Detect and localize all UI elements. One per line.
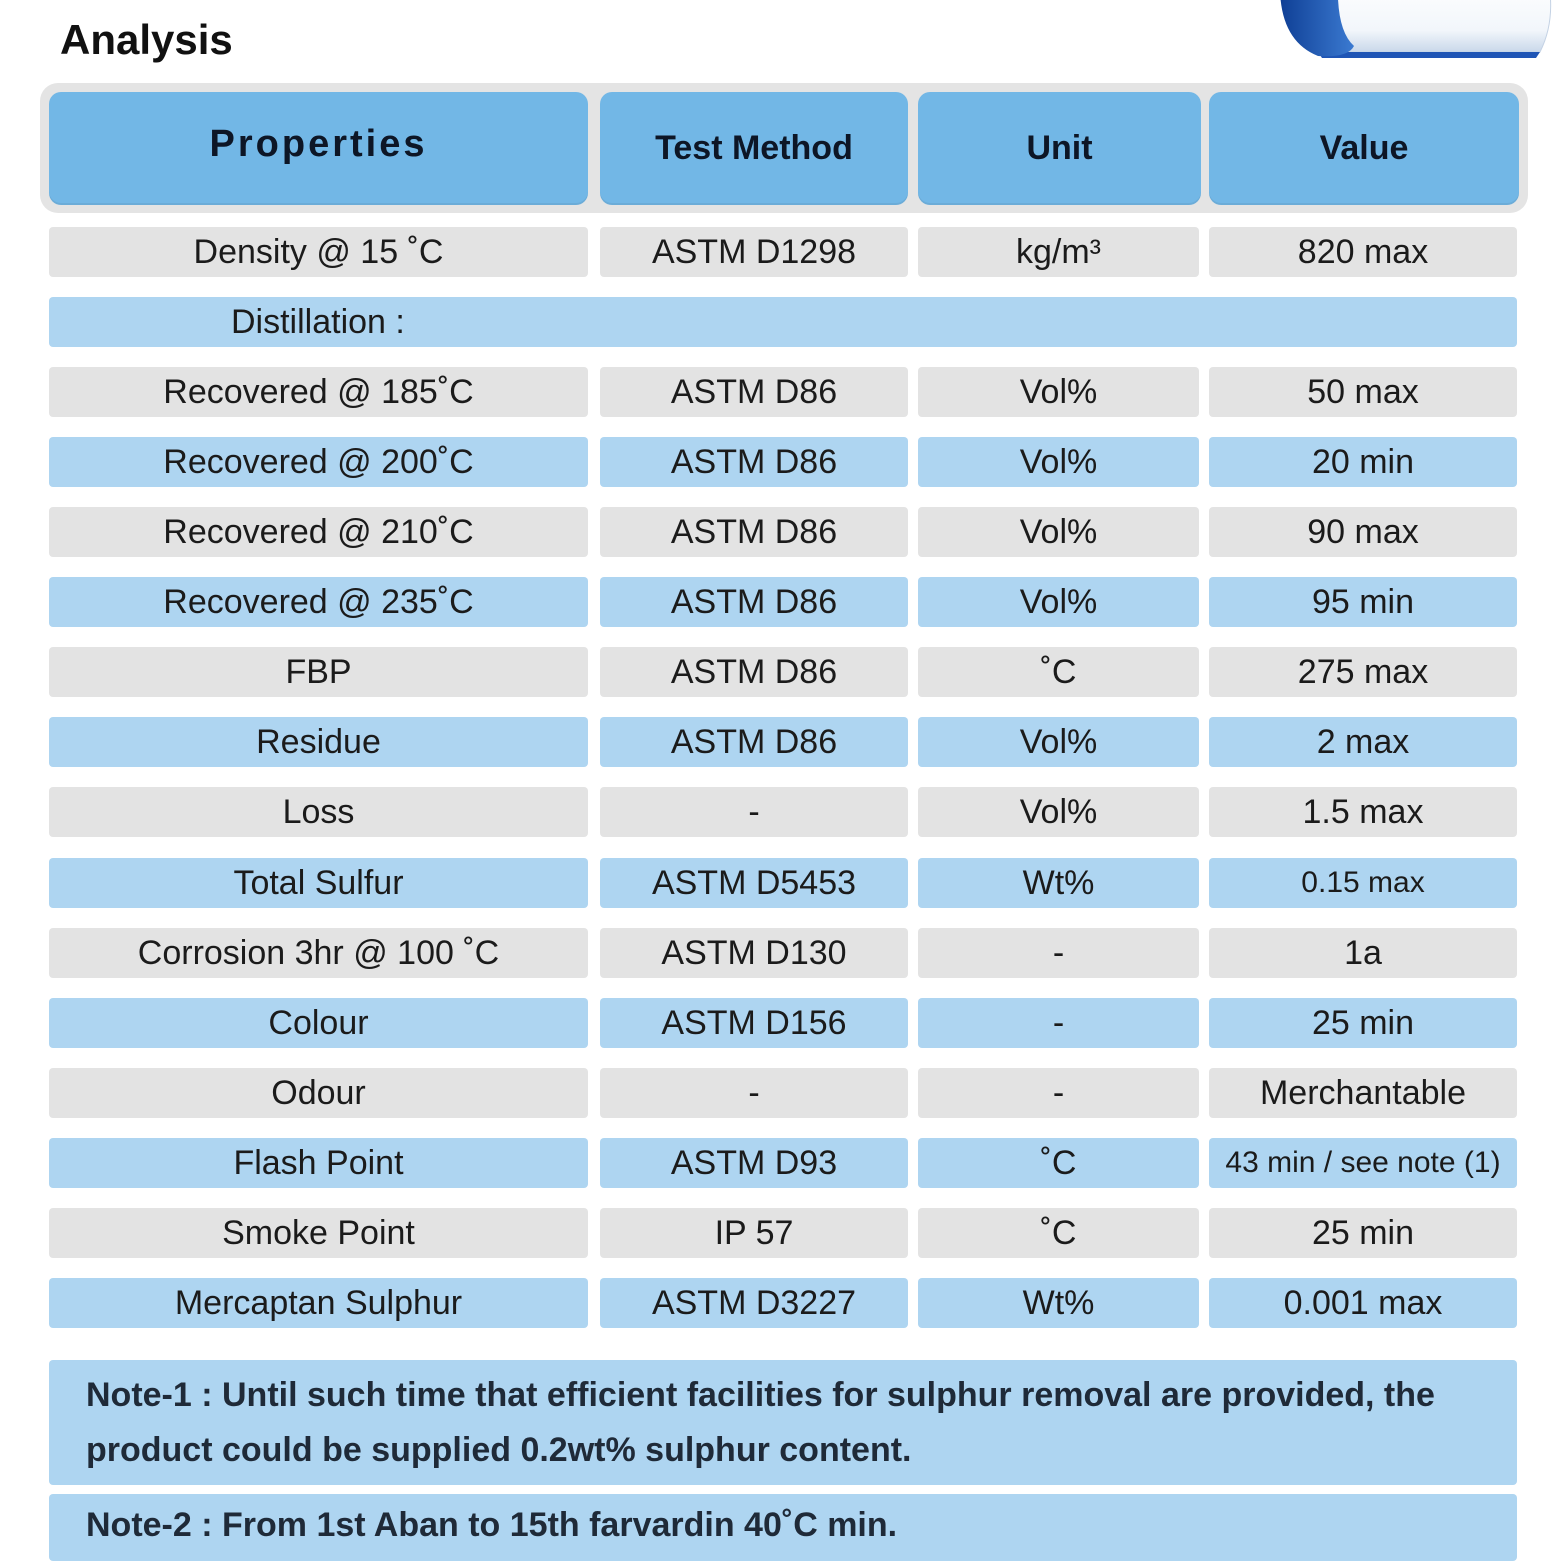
- unit-cell: ˚C: [918, 1208, 1199, 1258]
- value-cell: Merchantable: [1209, 1068, 1517, 1118]
- note-2: Note-2 : From 1st Aban to 15th farvardin 40˚C min.: [49, 1494, 1517, 1561]
- header-test-method: Test Method: [600, 92, 908, 205]
- value-cell: 90 max: [1209, 507, 1517, 557]
- unit-cell: -: [918, 1068, 1199, 1118]
- test-method-cell: -: [600, 787, 908, 837]
- property-cell: Recovered @ 210˚C: [49, 507, 588, 557]
- test-method-cell: ASTM D130: [600, 928, 908, 978]
- property-cell: Colour: [49, 998, 588, 1048]
- header-properties: Properties: [49, 92, 588, 205]
- test-method-cell: ASTM D5453: [600, 858, 908, 908]
- value-cell: 820 max: [1209, 227, 1517, 277]
- property-cell: Odour: [49, 1068, 588, 1118]
- unit-cell: kg/m³: [918, 227, 1199, 277]
- unit-cell: Vol%: [918, 717, 1199, 767]
- value-cell: 95 min: [1209, 577, 1517, 627]
- property-cell: Recovered @ 200˚C: [49, 437, 588, 487]
- property-cell: Smoke Point: [49, 1208, 588, 1258]
- value-cell: 2 max: [1209, 717, 1517, 767]
- unit-cell: -: [918, 998, 1199, 1048]
- property-cell: Residue: [49, 717, 588, 767]
- property-cell: Total Sulfur: [49, 858, 588, 908]
- property-cell: Flash Point: [49, 1138, 588, 1188]
- unit-cell: Vol%: [918, 367, 1199, 417]
- value-cell: 43 min / see note (1): [1209, 1138, 1517, 1188]
- value-cell: 275 max: [1209, 647, 1517, 697]
- unit-cell: Vol%: [918, 787, 1199, 837]
- property-cell: Loss: [49, 787, 588, 837]
- test-method-cell: ASTM D86: [600, 577, 908, 627]
- unit-cell: Vol%: [918, 507, 1199, 557]
- header-value: Value: [1209, 92, 1519, 205]
- test-method-cell: ASTM D1298: [600, 227, 908, 277]
- unit-cell: Wt%: [918, 858, 1199, 908]
- unit-cell: Vol%: [918, 577, 1199, 627]
- value-cell: 20 min: [1209, 437, 1517, 487]
- unit-cell: Vol%: [918, 437, 1199, 487]
- test-method-cell: ASTM D3227: [600, 1278, 908, 1328]
- value-cell: 25 min: [1209, 998, 1517, 1048]
- value-cell: 0.001 max: [1209, 1278, 1517, 1328]
- test-method-cell: ASTM D156: [600, 998, 908, 1048]
- unit-cell: Wt%: [918, 1278, 1199, 1328]
- property-cell: Density @ 15 ˚C: [49, 227, 588, 277]
- page-title: Analysis: [60, 16, 233, 63]
- test-method-cell: -: [600, 1068, 908, 1118]
- decorative-tube-graphic: [1278, 0, 1557, 58]
- header-unit: Unit: [918, 92, 1201, 205]
- test-method-cell: ASTM D86: [600, 507, 908, 557]
- test-method-cell: ASTM D86: [600, 437, 908, 487]
- unit-cell: ˚C: [918, 1138, 1199, 1188]
- test-method-cell: ASTM D86: [600, 647, 908, 697]
- note-1: Note-1 : Until such time that efficient facilities for sulphur removal are provided, the product could be supplied 0.2wt% sulphur content.: [49, 1360, 1517, 1485]
- test-method-cell: ASTM D86: [600, 717, 908, 767]
- test-method-cell: IP 57: [600, 1208, 908, 1258]
- test-method-cell: ASTM D93: [600, 1138, 908, 1188]
- property-cell: Corrosion 3hr @ 100 ˚C: [49, 928, 588, 978]
- property-cell: Recovered @ 185˚C: [49, 367, 588, 417]
- property-cell: FBP: [49, 647, 588, 697]
- test-method-cell: ASTM D86: [600, 367, 908, 417]
- section-row-label: Distillation :: [49, 297, 1517, 347]
- property-cell: Mercaptan Sulphur: [49, 1278, 588, 1328]
- value-cell: 0.15 max: [1209, 858, 1517, 908]
- property-cell: Recovered @ 235˚C: [49, 577, 588, 627]
- unit-cell: ˚C: [918, 647, 1199, 697]
- value-cell: 25 min: [1209, 1208, 1517, 1258]
- value-cell: 1.5 max: [1209, 787, 1517, 837]
- unit-cell: -: [918, 928, 1199, 978]
- value-cell: 50 max: [1209, 367, 1517, 417]
- value-cell: 1a: [1209, 928, 1517, 978]
